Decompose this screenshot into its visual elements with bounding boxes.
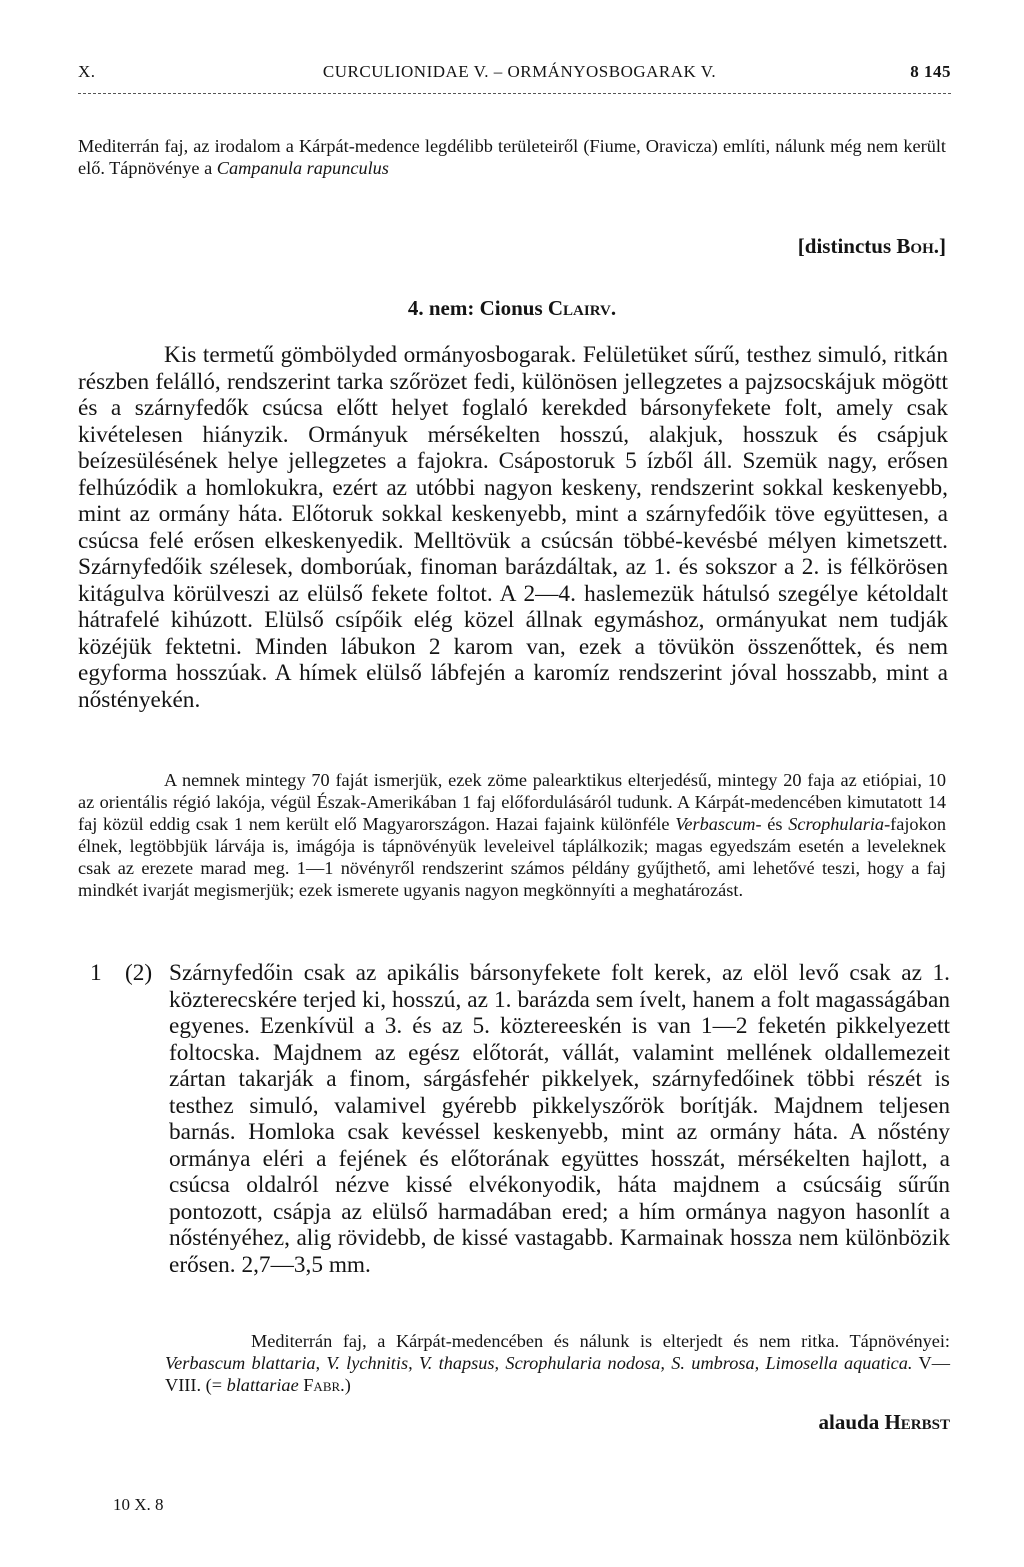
genus-description: Kis termetű gömbölyded ormányosbogarak. Felületüket sűrű, testhez simuló, ritkán részben felálló, rendszerint tarka szőrözet fedi, különösen jellegzetes a pajzsocskájuk mögött és a szárnyfedők csúcsa előtt helyet foglaló kerekded bársonyfekete folt, amely csak kivételesen hiányzik. Ormányuk mérsékelten hosszú, alakjuk, hosszuk és csápjuk beízesülésének helye jellegzetes a fajokra. Csápostoruk 5 ízből áll. Szemük nagy, erősen felhúzódik a homlokukra, ezért az utóbbi nagyon keskeny, rendszerint sokkal keskenyebb, mint az ormány háta. Előtoruk sokkal keskenyebb, mint a szárnyfedőik töve együttesen, a csúcsa felé erősen elkeskenyedik. Melltövük a csúcsán többé-kevésbé mélyen kimetszett. Szárnyfedőik szélesek, domborúak, finoman barázdáltak, az 1. és sokszor a 2. is félkörösen kitágulva körülveszi az elülső fekete foltot. A 2—4. haslemezük hátulsó szegélye kétoldalt hátrafelé kihúzott. Elülső csípőik elég közel állnak egymáshoz, ormányukat nem tudják közéjük fektetni. Minden lábukon 2 karom van, ezek a tövükön összenőttek, és nem egyforma hosszúak. A hímek elülső lábfején a karomíz rendszerint jóval hosszabb, mint a nőstényekén. [78, 342, 948, 713]
note2-plants: Verbascum blattaria, V. lychnitis, V. thapsus, Scrophularia nodosa, S. umbrosa, Limosella aquatica. [165, 1353, 913, 1373]
genus-note [78, 769, 946, 901]
note-text-3: -fajokon élnek, legtöbbjük lárvája is, imágója is tápnövényük leveleivel táplálkozik; magas egyedszám esetén a leveleknek csak az erezete marad meg. 1—1 növényről rendszerint számos példány gyűjthető, ami lehetővé teszi, hogy a faj mindkét ivarját megismerjük; ezek ismerete ugyanis nagyon megkönnyíti a meghatározást. [78, 814, 946, 900]
note2-synonym: blattariae [226, 1375, 299, 1395]
running-header [78, 62, 951, 92]
header-page-number: 8 145 [910, 62, 951, 81]
key-reference: (2) [125, 960, 153, 986]
header-section: X. [78, 62, 96, 81]
printer-signature: 10 X. 8 [113, 1495, 164, 1514]
genus-heading [0, 296, 1024, 321]
note2-text-1: Mediterrán faj, a Kárpát-medencében és nálunk is elterjedt és nem ritka. Tápnövényei: [251, 1331, 950, 1351]
alauda-name: alauda [818, 1410, 885, 1434]
note-italic-1: Verbascum- [675, 814, 762, 834]
note2-text-2: V—VIII. (= [165, 1353, 950, 1395]
header-rule [78, 93, 951, 94]
genus-author: Clairv. [547, 296, 617, 320]
distinctus-close: ] [939, 234, 946, 258]
intro-paragraph [78, 135, 946, 179]
header-title: CURCULIONIDAE V. – ORMÁNYOSBOGARAK V. [322, 62, 717, 81]
note-text-2: és [761, 814, 789, 834]
note2-close: ) [344, 1375, 351, 1395]
note2-author: Fabr. [298, 1375, 345, 1395]
note-text-1: A nemnek mintegy 70 faját ismerjük, ezek zöme palearktikus elterjedésű, mintegy 20 faja az etiópiai, 10 az orientális régió lakója, végül Észak-Amerikában 1 faj előfordulásáról tudunk. A Kárpát-medencében kimutatott 14 faj közül eddig csak 1 nem került elő Magyarországon. Hazai fajaink különféle [78, 770, 946, 834]
species-heading-alauda [819, 1410, 950, 1435]
genus-label: 4. nem: Cionus [407, 296, 548, 320]
distinctus-name: [distinctus [797, 234, 892, 258]
key-couplet-text: Szárnyfedőin csak az apikális bársonyfekete folt kerek, az elöl levő csak az 1. közterecskére terjed ki, hosszú, az 1. barázda sem ívelt, hanem a folt magasságában egyenes. Ezenkívül a 3. és az 5. köztereeskén is van 1—2 feketén pikkelyezett foltocska. Majdnem az egész előtorát, vállát, valamint mellének oldallemezeit zártan takarják a finom, sárgásfehér pikkelyek, szárnyfedőinek többi részét is testhez simuló, valamivel gyérebb pikkelyszőrök borítják. Majdnem teljesen barnás. Homloka csak kevéssel keskenyebb, mint az ormány háta. A nőstény ormánya eléri a fejének és előtorának együttes hosszát, mérsékelten hajlott, a csúcsa oldalról nézve kissé elvékonyodik, háta majdnem a csúcsáig sűrűn pontozott, csápja az elülső harmadában ered; a hím ormánya nagyon hasonlít a nőstényéhez, alig rövidebb, de kissé vastagabb. Karmainak hossza nem különbözik erősen. 2,7—3,5 mm. [169, 960, 950, 1278]
key-number: 1 [90, 960, 102, 986]
intro-text: Mediterrán faj, az irodalom a Kárpát-medence legdélibb területeiről (Fiume, Oravicza) említi, nálunk még nem került elő. Tápnövénye a [78, 136, 946, 178]
alauda-author: Herbst [884, 1410, 950, 1434]
species-note [165, 1330, 950, 1396]
intro-plant: Campanula rapunculus [216, 158, 389, 178]
note-italic-2: Scrophularia [788, 814, 885, 834]
species-heading-distinctus [798, 234, 946, 259]
distinctus-author: Boh. [896, 234, 939, 258]
